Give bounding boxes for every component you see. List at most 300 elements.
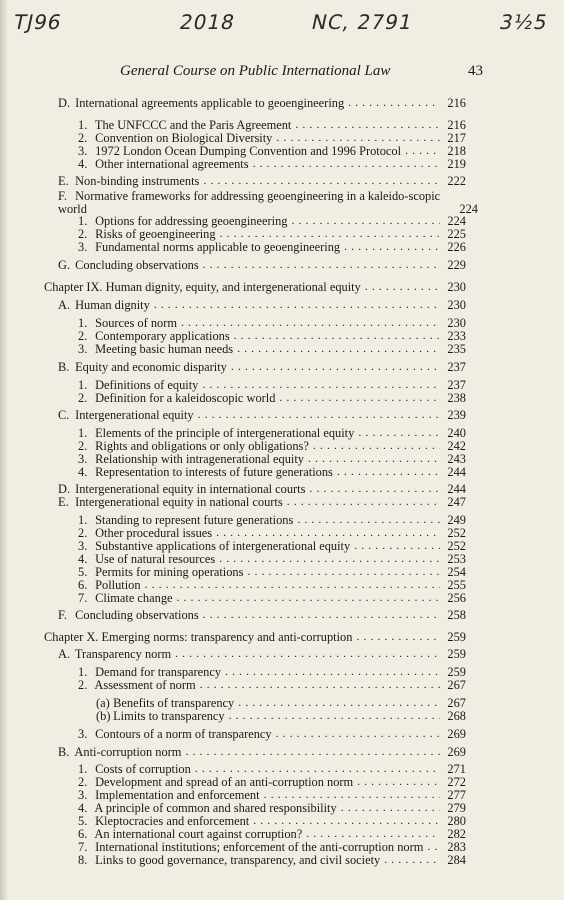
- toc-entry-text: Concluding observations: [75, 258, 199, 272]
- toc-entry: [78, 240, 466, 254]
- toc-entry-text: International agreements applicable to geoengineering: [75, 96, 345, 110]
- toc-dot-leader: [216, 526, 440, 538]
- toc-entry-page: 237: [447, 378, 466, 392]
- toc-entry-text: Convention on Biological Diversity: [95, 131, 273, 145]
- toc-entry-text: Use of natural resources: [95, 552, 216, 566]
- toc-entry: [78, 727, 466, 741]
- toc-entry-label: F.: [58, 189, 67, 203]
- toc-entry: [58, 408, 466, 422]
- toc-entry-text: Other international agreements: [95, 157, 249, 171]
- toc-entry-page: 216: [447, 96, 466, 110]
- toc-entry-title: [78, 578, 141, 592]
- toc-entry-text: Links to good governance, transparency, and civil society: [95, 853, 381, 867]
- toc-entry-page: 253: [447, 552, 466, 566]
- toc-entry-label: 2.: [78, 526, 88, 540]
- toc-entry-title: [78, 131, 272, 145]
- toc-entry-text: Chapter IX. Human dignity, equity, and intergenerational equity: [44, 280, 361, 294]
- toc-entry-label: 2.: [78, 775, 88, 789]
- toc-dot-leader: [219, 552, 440, 564]
- toc-entry-page: 242: [447, 439, 466, 453]
- toc-entry-text: Elements of the principle of intergenerational equity: [95, 426, 355, 440]
- toc-entry-text: Non-binding instruments: [75, 174, 200, 188]
- toc-entry-title: [78, 144, 401, 158]
- toc-entry-page: 224: [447, 214, 466, 228]
- toc-entry-page: 255: [447, 578, 466, 592]
- toc-entry-text: A principle of common and shared responsibility: [94, 801, 337, 815]
- toc-entry-title: [78, 801, 337, 815]
- toc-dot-leader: [276, 727, 440, 739]
- toc-entry-text: Normative frameworks for addressing geoengineering in a kaleido-scopic world: [58, 189, 441, 216]
- toc-entry-page: 284: [447, 853, 466, 867]
- toc-dot-leader: [181, 316, 440, 328]
- toc-entry-page: 222: [447, 174, 466, 188]
- toc-entry-text: Permits for mining operations: [95, 565, 244, 579]
- toc-dot-leader: [279, 391, 440, 403]
- toc-entry: [78, 465, 466, 479]
- toc-entry: [58, 360, 466, 374]
- toc-entry: [78, 814, 466, 828]
- toc-entry-label: 3.: [78, 144, 88, 158]
- toc-entry-label: 3.: [78, 788, 88, 802]
- toc-entry-text: Rights and obligations or only obligations?: [95, 439, 309, 453]
- toc-entry: [58, 482, 466, 496]
- toc-entry-text: Definition for a kaleidoscopic world: [95, 391, 276, 405]
- toc-entry: [78, 214, 466, 228]
- toc-dot-leader: [354, 539, 440, 551]
- toc-entry-page: 277: [447, 788, 466, 802]
- toc-entry-title: [78, 678, 196, 692]
- toc-entry-title: [78, 426, 354, 440]
- toc-entry-label: 5.: [78, 565, 88, 579]
- toc-entry-title: [78, 378, 198, 392]
- handwritten-note-right: 3½5: [497, 10, 551, 34]
- toc-dot-leader: [295, 118, 440, 130]
- toc-dot-leader: [237, 342, 440, 354]
- toc-entry: [58, 298, 466, 312]
- toc-entry-text: Assessment of norm: [94, 678, 196, 692]
- toc-entry-text: Fundamental norms applicable to geoengineering: [95, 240, 341, 254]
- toc-entry: [78, 118, 466, 132]
- toc-dot-leader: [203, 258, 440, 270]
- toc-entry-page: 218: [447, 144, 466, 158]
- toc-entry-title: [58, 360, 227, 374]
- toc-dot-leader: [405, 144, 440, 156]
- toc-dot-leader: [309, 482, 440, 494]
- toc-entry-label: D.: [58, 482, 71, 496]
- toc-entry-text: Contours of a norm of transparency: [95, 727, 272, 741]
- toc-entry: [78, 801, 466, 815]
- toc-entry-title: [78, 853, 380, 867]
- toc-dot-leader: [200, 678, 440, 690]
- toc-dot-leader: [308, 452, 440, 464]
- toc-entry-text: International institutions; enforcement of the anti-corruption norm: [95, 840, 424, 854]
- toc-entry: [44, 280, 466, 294]
- toc-entry-label: 3.: [78, 727, 88, 741]
- toc-dot-leader: [287, 495, 440, 507]
- toc-dot-leader: [202, 378, 440, 390]
- toc-entry: [78, 775, 466, 789]
- toc-entry-page: 279: [447, 801, 466, 815]
- toc-entry-text: An international court against corruption?: [94, 827, 303, 841]
- toc-entry-label: 8.: [78, 853, 88, 867]
- toc-entry-page: 259: [447, 665, 466, 679]
- toc-entry-title: [58, 608, 199, 622]
- toc-entry-text: The UNFCCC and the Paris Agreement: [94, 118, 292, 132]
- toc-entry-text: Climate change: [95, 591, 173, 605]
- toc-entry-page: 258: [447, 608, 466, 622]
- toc-entry-label: F.: [58, 608, 67, 622]
- toc-dot-leader: [203, 608, 440, 620]
- toc-entry-label: 3.: [78, 240, 88, 254]
- toc-entry: [78, 316, 466, 330]
- toc-entry-text: Intergenerational equity in international courts: [75, 482, 306, 496]
- toc-entry-title: [44, 280, 361, 294]
- toc-entry-title: [78, 827, 302, 841]
- toc-entry-label: 3.: [78, 452, 88, 466]
- toc-entry-text: Intergenerational equity in national courts: [75, 495, 283, 509]
- toc-entry-text: Transparency norm: [74, 647, 172, 661]
- toc-entry: [78, 329, 466, 343]
- toc-entry-label: B.: [58, 360, 70, 374]
- toc-dot-leader: [253, 157, 440, 169]
- toc-dot-leader: [357, 775, 440, 787]
- toc-entry-title: [78, 452, 304, 466]
- toc-entry-title: [78, 814, 249, 828]
- toc-dot-leader: [264, 788, 440, 800]
- toc-dot-leader: [427, 840, 440, 852]
- toc-entry-title: [78, 240, 340, 254]
- toc-dot-leader: [291, 214, 440, 226]
- toc-entry-text: Representation to interests of future generations: [95, 465, 333, 479]
- toc-dot-leader: [198, 408, 440, 420]
- toc-entry-page: 252: [447, 539, 466, 553]
- toc-entry-label: 4.: [78, 157, 88, 171]
- toc-entry-title: [78, 840, 423, 854]
- toc-entry-label: 1.: [78, 513, 88, 527]
- toc-entry-label: C.: [58, 408, 70, 422]
- toc-entry-label: 7.: [78, 840, 88, 854]
- toc-entry-label: 1.: [78, 426, 88, 440]
- toc-entry: [58, 174, 466, 188]
- toc-entry-title: [78, 788, 260, 802]
- toc-entry: [78, 378, 466, 392]
- toc-entry-label: E.: [58, 174, 69, 188]
- toc-entry-text: Demand for transparency: [95, 665, 222, 679]
- toc-entry-text: Anti-corruption norm: [74, 745, 182, 759]
- toc-entry: [96, 696, 466, 710]
- handwritten-note-left: TJ96: [11, 10, 65, 34]
- toc-dot-leader: [185, 745, 440, 757]
- toc-entry-title: [78, 526, 212, 540]
- toc-entry: [78, 552, 466, 566]
- toc-dot-leader: [356, 630, 440, 642]
- toc-entry-label: 1.: [78, 378, 88, 392]
- toc-entry-page: 217: [447, 131, 466, 145]
- toc-entry-title: [58, 190, 448, 216]
- toc-entry-page: 271: [447, 762, 466, 776]
- toc-dot-leader: [276, 131, 440, 143]
- toc-entry-title: [78, 391, 275, 405]
- toc-entry-label: 6.: [78, 578, 88, 592]
- toc-entry-label: 5.: [78, 814, 88, 828]
- toc-entry: [78, 452, 466, 466]
- toc-entry-text: Chapter X. Emerging norms: transparency and anti-corruption: [44, 630, 353, 644]
- toc-entry: [78, 426, 466, 440]
- toc-entry-page: 219: [447, 157, 466, 171]
- toc-dot-leader: [154, 298, 440, 310]
- toc-entry-page: 249: [447, 513, 466, 527]
- toc-entry-label: 1.: [78, 316, 88, 330]
- toc-entry-page: 244: [447, 465, 466, 479]
- toc-entry-text: Substantive applications of intergenerational equity: [95, 539, 351, 553]
- toc-dot-leader: [247, 565, 440, 577]
- toc-entry: [78, 539, 466, 553]
- toc-entry-text: Pollution: [95, 578, 141, 592]
- toc-entry: [78, 853, 466, 867]
- toc-entry-title: [78, 665, 221, 679]
- toc-entry-text: Risks of geoengineering: [95, 227, 216, 241]
- toc-entry: [58, 745, 466, 759]
- toc-entry-title: [58, 408, 194, 422]
- toc-entry: [78, 678, 466, 692]
- toc-entry-title: [58, 298, 150, 312]
- toc-entry: [78, 513, 466, 527]
- toc-entry: [78, 391, 466, 405]
- toc-dot-leader: [177, 591, 440, 603]
- toc-entry-page: 269: [447, 727, 466, 741]
- toc-entry-label: 4.: [78, 801, 88, 815]
- toc-entry-title: [58, 482, 305, 496]
- toc-entry-title: [96, 709, 225, 723]
- toc-entry-label: 1.: [78, 665, 88, 679]
- handwritten-note-year: 2018: [177, 10, 238, 34]
- toc-entry: [78, 578, 466, 592]
- toc-entry-label: A.: [58, 647, 71, 661]
- toc-entry-text: Options for addressing geoengineering: [95, 214, 288, 228]
- toc-entry-page: 237: [447, 360, 466, 374]
- toc-entry-text: Relationship with intragenerational equity: [95, 452, 304, 466]
- toc-entry-page: 268: [447, 709, 466, 723]
- toc-entry-text: Equity and economic disparity: [75, 360, 227, 374]
- toc-entry: [78, 565, 466, 579]
- toc-entry-page: 239: [447, 408, 466, 422]
- toc-entry-label: B.: [58, 745, 70, 759]
- toc-dot-leader: [145, 578, 440, 590]
- toc-entry: [58, 258, 466, 272]
- toc-dot-leader: [225, 665, 440, 677]
- toc-entry-title: [78, 316, 177, 330]
- toc-entry-title: [78, 513, 293, 527]
- toc-entry-page: 238: [447, 391, 466, 405]
- toc-entry-text: Limits to transparency: [113, 709, 225, 723]
- toc-entry-page: 283: [447, 840, 466, 854]
- toc-entry-label: 1.: [78, 118, 88, 132]
- toc-entry-label: E.: [58, 495, 69, 509]
- toc-entry: [58, 188, 478, 216]
- toc-entry: [78, 227, 466, 241]
- toc-entry-label: 2.: [78, 439, 88, 453]
- toc-entry-title: [78, 342, 233, 356]
- toc-entry: [78, 526, 466, 540]
- toc-dot-leader: [358, 426, 440, 438]
- toc-entry-title: [58, 745, 181, 759]
- toc-entry-text: Development and spread of an anti-corruption norm: [95, 775, 354, 789]
- toc-entry-page: 256: [447, 591, 466, 605]
- toc-entry-label: 2.: [78, 678, 88, 692]
- toc-entry-text: Definitions of equity: [95, 378, 199, 392]
- toc-entry-page: 267: [447, 696, 466, 710]
- toc-entry-page: 226: [447, 240, 466, 254]
- toc-dot-leader: [365, 280, 440, 292]
- toc-entry-title: [58, 174, 199, 188]
- toc-dot-leader: [238, 696, 440, 708]
- toc-entry-title: [58, 647, 171, 661]
- toc-entry-page: 259: [447, 630, 466, 644]
- toc-entry: [78, 131, 466, 145]
- page-edge-shadow: [0, 0, 7, 900]
- toc-entry-title: [78, 591, 173, 605]
- toc-entry-page: 244: [447, 482, 466, 496]
- toc-entry: [78, 591, 466, 605]
- toc-entry-page: 252: [447, 526, 466, 540]
- toc-entry: [44, 630, 466, 644]
- toc-entry-label: 6.: [78, 827, 88, 841]
- toc-dot-leader: [384, 853, 440, 865]
- toc-entry-page: 233: [447, 329, 466, 343]
- toc-dot-leader: [348, 96, 440, 108]
- toc-entry-title: [44, 630, 352, 644]
- toc-entry-page: 267: [447, 678, 466, 692]
- toc-entry: [78, 342, 466, 356]
- toc-entry-page: 230: [447, 316, 466, 330]
- toc-entry: [58, 608, 466, 622]
- toc-entry: [78, 827, 466, 841]
- toc-entry-label: 2.: [78, 131, 88, 145]
- toc-entry: [96, 709, 466, 723]
- toc-entry-label: 7.: [78, 591, 88, 605]
- toc-entry-text: 1972 London Ocean Dumping Convention and 1996 Protocol: [95, 144, 402, 158]
- toc-entry-title: [78, 465, 333, 479]
- toc-entry: [78, 144, 466, 158]
- toc-entry-title: [58, 258, 199, 272]
- toc-entry-page: 235: [447, 342, 466, 356]
- toc-entry-page: 216: [447, 118, 466, 132]
- toc-entry-page: 224: [459, 202, 478, 216]
- toc-dot-leader: [220, 227, 440, 239]
- toc-entry-page: 280: [447, 814, 466, 828]
- toc-entry-text: Kleptocracies and enforcement: [95, 814, 250, 828]
- toc-dot-leader: [344, 240, 440, 252]
- toc-entry-text: Implementation and enforcement: [95, 788, 260, 802]
- toc-entry-label: G.: [58, 258, 71, 272]
- running-head: General Course on Public International Law: [120, 63, 391, 79]
- toc-entry-label: 3.: [78, 539, 88, 553]
- toc-entry: [78, 788, 466, 802]
- toc-entry-page: 243: [447, 452, 466, 466]
- toc-dot-leader: [195, 762, 440, 774]
- toc-entry-title: [58, 495, 283, 509]
- toc-dot-leader: [231, 360, 440, 372]
- toc-dot-leader: [175, 647, 440, 659]
- toc-dot-leader: [297, 513, 440, 525]
- toc-entry-title: [78, 539, 350, 553]
- toc-entry-title: [58, 96, 344, 110]
- toc-entry-title: [78, 565, 243, 579]
- toc-entry-title: [78, 762, 191, 776]
- toc-entry-text: Concluding observations: [75, 608, 199, 622]
- toc-entry-title: [78, 214, 287, 228]
- toc-entry-label: 4.: [78, 465, 88, 479]
- toc-entry-title: [96, 696, 234, 710]
- toc-entry: [58, 647, 466, 661]
- toc-entry-page: 230: [447, 280, 466, 294]
- toc-entry-text: Sources of norm: [95, 316, 178, 330]
- toc-entry-page: 254: [447, 565, 466, 579]
- toc-dot-leader: [306, 827, 440, 839]
- toc-entry-text: Other procedural issues: [95, 526, 213, 540]
- toc-entry-label: (b): [96, 709, 111, 723]
- toc-entry-label: 3.: [78, 342, 88, 356]
- toc-entry-title: [78, 727, 272, 741]
- toc-entry-page: 225: [447, 227, 466, 241]
- toc-entry-label: 1.: [78, 214, 88, 228]
- toc-entry-title: [78, 157, 249, 171]
- toc-entry-text: Contemporary applications: [95, 329, 230, 343]
- toc-entry-page: 282: [447, 827, 466, 841]
- toc-entry-page: 240: [447, 426, 466, 440]
- toc-entry-title: [78, 329, 230, 343]
- toc-entry-title: [78, 118, 291, 132]
- toc-entry-label: 4.: [78, 552, 88, 566]
- toc-entry-title: [78, 775, 353, 789]
- toc-entry-text: Intergenerational equity: [75, 408, 194, 422]
- toc-dot-leader: [203, 174, 440, 186]
- toc-entry-label: D.: [58, 96, 71, 110]
- toc-entry-page: 272: [447, 775, 466, 789]
- toc-entry-page: 269: [447, 745, 466, 759]
- toc-entry: [78, 762, 466, 776]
- toc-entry-text: Human dignity: [75, 298, 150, 312]
- toc-entry: [78, 157, 466, 171]
- toc-dot-leader: [234, 329, 440, 341]
- toc-entry-label: 2.: [78, 391, 88, 405]
- toc-dot-leader: [313, 439, 440, 451]
- toc-entry-page: 230: [447, 298, 466, 312]
- toc-entry-title: [78, 227, 216, 241]
- handwritten-note-code: NC, 2791: [309, 10, 416, 34]
- page-number: 43: [468, 63, 483, 79]
- toc-dot-leader: [253, 814, 440, 826]
- toc-entry-text: Costs of corruption: [95, 762, 191, 776]
- toc-dot-leader: [337, 465, 440, 477]
- toc-entry-page: 247: [447, 495, 466, 509]
- toc-entry-label: 1.: [78, 762, 88, 776]
- toc-entry-title: [78, 552, 215, 566]
- toc-entry-text: Meeting basic human needs: [95, 342, 234, 356]
- toc-dot-leader: [341, 801, 440, 813]
- toc-entry-label: 2.: [78, 227, 88, 241]
- toc-entry-page: 259: [447, 647, 466, 661]
- toc-entry: [58, 495, 466, 509]
- toc-entry-label: (a): [96, 696, 110, 710]
- toc-entry: [58, 96, 466, 110]
- toc-entry-label: 2.: [78, 329, 88, 343]
- toc-dot-leader: [229, 709, 440, 721]
- toc-entry: [78, 665, 466, 679]
- toc-entry-title: [78, 439, 309, 453]
- toc-entry-text: Standing to represent future generations: [95, 513, 294, 527]
- toc-entry: [78, 840, 466, 854]
